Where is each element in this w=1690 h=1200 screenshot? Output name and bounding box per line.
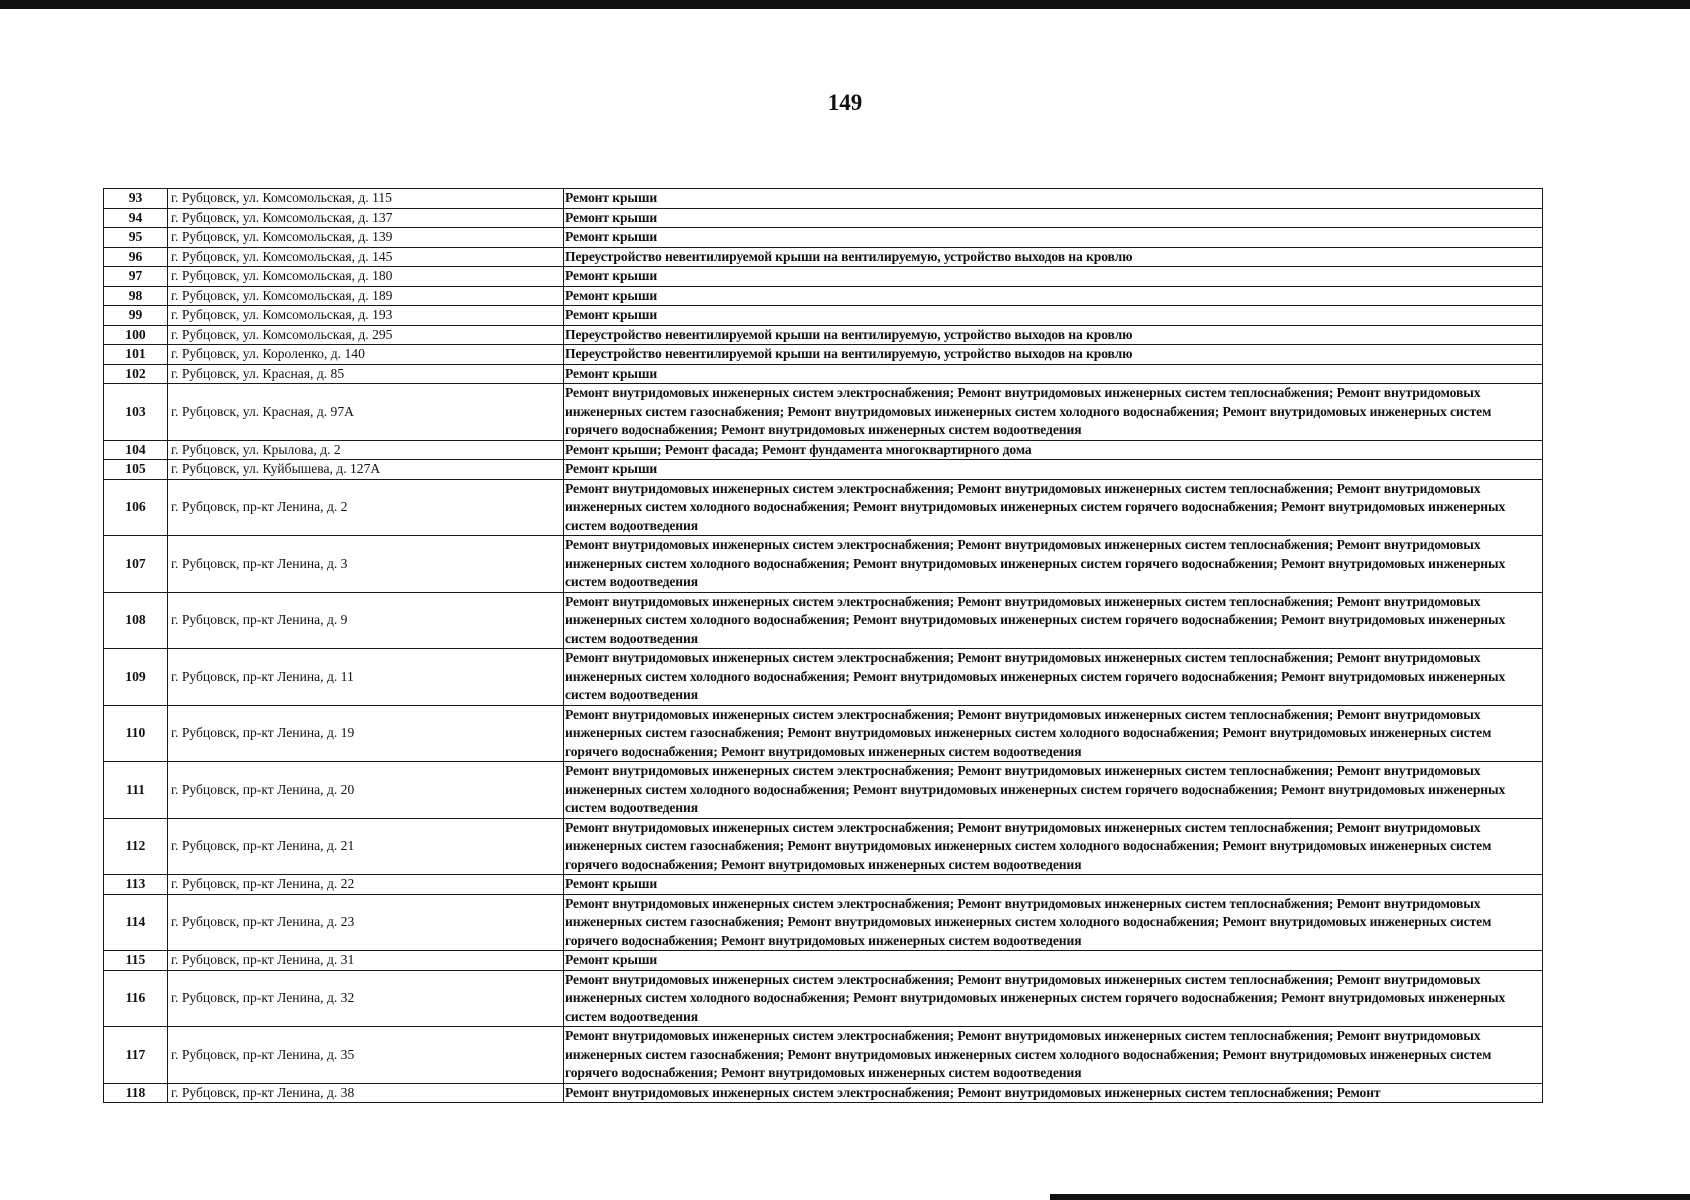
address-cell: г. Рубцовск, пр-кт Ленина, д. 11 (168, 649, 564, 706)
address-cell: г. Рубцовск, пр-кт Ленина, д. 22 (168, 875, 564, 895)
address-cell: г. Рубцовск, пр-кт Ленина, д. 19 (168, 705, 564, 762)
row-number-cell: 117 (104, 1027, 168, 1084)
table-row (104, 228, 1543, 248)
table-row (104, 208, 1543, 228)
address-cell: г. Рубцовск, ул. Красная, д. 97А (168, 384, 564, 441)
row-number-cell: 111 (104, 762, 168, 819)
works-cell: Ремонт внутридомовых инженерных систем электроснабжения; Ремонт внутридомовых инженерных систем теплоснабжения; Ремонт (564, 1083, 1543, 1103)
works-cell: Ремонт крыши; Ремонт фасада; Ремонт фундамента многоквартирного дома (564, 440, 1543, 460)
table-row (104, 592, 1543, 649)
table-row (104, 479, 1543, 536)
table-row (104, 1027, 1543, 1084)
works-cell: Ремонт крыши (564, 286, 1543, 306)
table-row (104, 247, 1543, 267)
address-cell: г. Рубцовск, ул. Красная, д. 85 (168, 364, 564, 384)
table-row (104, 705, 1543, 762)
address-cell: г. Рубцовск, ул. Комсомольская, д. 145 (168, 247, 564, 267)
repair-works-table (103, 188, 1543, 1103)
works-cell: Ремонт внутридомовых инженерных систем электроснабжения; Ремонт внутридомовых инженерных систем теплоснабжения; Ремонт внутридомовых инженерных систем газоснабжения; Ремонт внутридомовых инженерных систем холодного водоснабжения; Ремонт внутридомовых инженерных систем горячего водоснабжения; Ремонт внутридомовых инженерных систем водоотведения (564, 894, 1543, 951)
address-cell: г. Рубцовск, ул. Комсомольская, д. 137 (168, 208, 564, 228)
row-number-cell: 96 (104, 247, 168, 267)
works-cell: Ремонт крыши (564, 267, 1543, 287)
works-cell: Ремонт внутридомовых инженерных систем электроснабжения; Ремонт внутридомовых инженерных систем теплоснабжения; Ремонт внутридомовых инженерных систем холодного водоснабжения; Ремонт внутридомовых инженерных систем горячего водоснабжения; Ремонт внутридомовых инженерных систем водоотведения (564, 479, 1543, 536)
address-cell: г. Рубцовск, ул. Комсомольская, д. 115 (168, 189, 564, 209)
row-number-cell: 97 (104, 267, 168, 287)
table-row (104, 460, 1543, 480)
row-number-cell: 102 (104, 364, 168, 384)
works-cell: Ремонт крыши (564, 364, 1543, 384)
works-cell: Ремонт крыши (564, 189, 1543, 209)
address-cell: г. Рубцовск, пр-кт Ленина, д. 23 (168, 894, 564, 951)
table-row (104, 267, 1543, 287)
table-row (104, 440, 1543, 460)
works-cell: Ремонт крыши (564, 875, 1543, 895)
works-cell: Переустройство невентилируемой крыши на вентилируемую, устройство выходов на кровлю (564, 247, 1543, 267)
works-cell: Ремонт крыши (564, 208, 1543, 228)
row-number-cell: 109 (104, 649, 168, 706)
works-cell: Ремонт внутридомовых инженерных систем электроснабжения; Ремонт внутридомовых инженерных систем теплоснабжения; Ремонт внутридомовых инженерных систем газоснабжения; Ремонт внутридомовых инженерных систем холодного водоснабжения; Ремонт внутридомовых инженерных систем горячего водоснабжения; Ремонт внутридомовых инженерных систем водоотведения (564, 818, 1543, 875)
table-row (104, 189, 1543, 209)
works-cell: Ремонт внутридомовых инженерных систем электроснабжения; Ремонт внутридомовых инженерных систем теплоснабжения; Ремонт внутридомовых инженерных систем газоснабжения; Ремонт внутридомовых инженерных систем холодного водоснабжения; Ремонт внутридомовых инженерных систем горячего водоснабжения; Ремонт внутридомовых инженерных систем водоотведения (564, 705, 1543, 762)
works-cell: Ремонт внутридомовых инженерных систем электроснабжения; Ремонт внутридомовых инженерных систем теплоснабжения; Ремонт внутридомовых инженерных систем газоснабжения; Ремонт внутридомовых инженерных систем холодного водоснабжения; Ремонт внутридомовых инженерных систем горячего водоснабжения; Ремонт внутридомовых инженерных систем водоотведения (564, 384, 1543, 441)
table-row (104, 818, 1543, 875)
row-number-cell: 100 (104, 325, 168, 345)
row-number-cell: 112 (104, 818, 168, 875)
address-cell: г. Рубцовск, пр-кт Ленина, д. 35 (168, 1027, 564, 1084)
address-cell: г. Рубцовск, пр-кт Ленина, д. 38 (168, 1083, 564, 1103)
address-cell: г. Рубцовск, пр-кт Ленина, д. 3 (168, 536, 564, 593)
table-body (104, 189, 1543, 1103)
row-number-cell: 98 (104, 286, 168, 306)
address-cell: г. Рубцовск, ул. Комсомольская, д. 180 (168, 267, 564, 287)
row-number-cell: 94 (104, 208, 168, 228)
table-row (104, 384, 1543, 441)
table-row (104, 762, 1543, 819)
table-row (104, 970, 1543, 1027)
works-cell: Ремонт внутридомовых инженерных систем электроснабжения; Ремонт внутридомовых инженерных систем теплоснабжения; Ремонт внутридомовых инженерных систем холодного водоснабжения; Ремонт внутридомовых инженерных систем горячего водоснабжения; Ремонт внутридомовых инженерных систем водоотведения (564, 536, 1543, 593)
address-cell: г. Рубцовск, ул. Крылова, д. 2 (168, 440, 564, 460)
table-row (104, 364, 1543, 384)
works-cell: Переустройство невентилируемой крыши на вентилируемую, устройство выходов на кровлю (564, 345, 1543, 365)
address-cell: г. Рубцовск, пр-кт Ленина, д. 32 (168, 970, 564, 1027)
works-cell: Ремонт крыши (564, 460, 1543, 480)
table-row (104, 951, 1543, 971)
table-row (104, 894, 1543, 951)
address-cell: г. Рубцовск, ул. Комсомольская, д. 295 (168, 325, 564, 345)
works-cell: Ремонт внутридомовых инженерных систем электроснабжения; Ремонт внутридомовых инженерных систем теплоснабжения; Ремонт внутридомовых инженерных систем холодного водоснабжения; Ремонт внутридомовых инженерных систем горячего водоснабжения; Ремонт внутридомовых инженерных систем водоотведения (564, 649, 1543, 706)
works-cell: Ремонт внутридомовых инженерных систем электроснабжения; Ремонт внутридомовых инженерных систем теплоснабжения; Ремонт внутридомовых инженерных систем холодного водоснабжения; Ремонт внутридомовых инженерных систем горячего водоснабжения; Ремонт внутридомовых инженерных систем водоотведения (564, 970, 1543, 1027)
row-number-cell: 116 (104, 970, 168, 1027)
table-row (104, 345, 1543, 365)
row-number-cell: 105 (104, 460, 168, 480)
address-cell: г. Рубцовск, ул. Короленко, д. 140 (168, 345, 564, 365)
address-cell: г. Рубцовск, пр-кт Ленина, д. 20 (168, 762, 564, 819)
row-number-cell: 115 (104, 951, 168, 971)
row-number-cell: 107 (104, 536, 168, 593)
works-cell: Ремонт внутридомовых инженерных систем электроснабжения; Ремонт внутридомовых инженерных систем теплоснабжения; Ремонт внутридомовых инженерных систем газоснабжения; Ремонт внутридомовых инженерных систем холодного водоснабжения; Ремонт внутридомовых инженерных систем горячего водоснабжения; Ремонт внутридомовых инженерных систем водоотведения (564, 1027, 1543, 1084)
row-number-cell: 95 (104, 228, 168, 248)
works-cell: Ремонт внутридомовых инженерных систем электроснабжения; Ремонт внутридомовых инженерных систем теплоснабжения; Ремонт внутридомовых инженерных систем холодного водоснабжения; Ремонт внутридомовых инженерных систем горячего водоснабжения; Ремонт внутридомовых инженерных систем водоотведения (564, 592, 1543, 649)
row-number-cell: 113 (104, 875, 168, 895)
row-number-cell: 118 (104, 1083, 168, 1103)
table-row (104, 325, 1543, 345)
address-cell: г. Рубцовск, пр-кт Ленина, д. 31 (168, 951, 564, 971)
works-cell: Ремонт крыши (564, 228, 1543, 248)
row-number-cell: 99 (104, 306, 168, 326)
row-number-cell: 110 (104, 705, 168, 762)
row-number-cell: 106 (104, 479, 168, 536)
row-number-cell: 104 (104, 440, 168, 460)
address-cell: г. Рубцовск, ул. Комсомольская, д. 139 (168, 228, 564, 248)
works-cell: Переустройство невентилируемой крыши на вентилируемую, устройство выходов на кровлю (564, 325, 1543, 345)
works-cell: Ремонт внутридомовых инженерных систем электроснабжения; Ремонт внутридомовых инженерных систем теплоснабжения; Ремонт внутридомовых инженерных систем холодного водоснабжения; Ремонт внутридомовых инженерных систем горячего водоснабжения; Ремонт внутридомовых инженерных систем водоотведения (564, 762, 1543, 819)
address-cell: г. Рубцовск, ул. Куйбышева, д. 127А (168, 460, 564, 480)
address-cell: г. Рубцовск, пр-кт Ленина, д. 9 (168, 592, 564, 649)
scan-top-edge (0, 0, 1690, 9)
page-number: 149 (827, 90, 863, 115)
address-cell: г. Рубцовск, пр-кт Ленина, д. 21 (168, 818, 564, 875)
address-cell: г. Рубцовск, ул. Комсомольская, д. 193 (168, 306, 564, 326)
row-number-cell: 108 (104, 592, 168, 649)
row-number-cell: 103 (104, 384, 168, 441)
table-row (104, 306, 1543, 326)
address-cell: г. Рубцовск, ул. Комсомольская, д. 189 (168, 286, 564, 306)
row-number-cell: 114 (104, 894, 168, 951)
scan-bottom-edge (1050, 1194, 1690, 1200)
row-number-cell: 93 (104, 189, 168, 209)
works-cell: Ремонт крыши (564, 951, 1543, 971)
address-cell: г. Рубцовск, пр-кт Ленина, д. 2 (168, 479, 564, 536)
table-row (104, 286, 1543, 306)
table-row (104, 875, 1543, 895)
table-row (104, 1083, 1543, 1103)
row-number-cell: 101 (104, 345, 168, 365)
works-cell: Ремонт крыши (564, 306, 1543, 326)
table-row (104, 536, 1543, 593)
table-row (104, 649, 1543, 706)
